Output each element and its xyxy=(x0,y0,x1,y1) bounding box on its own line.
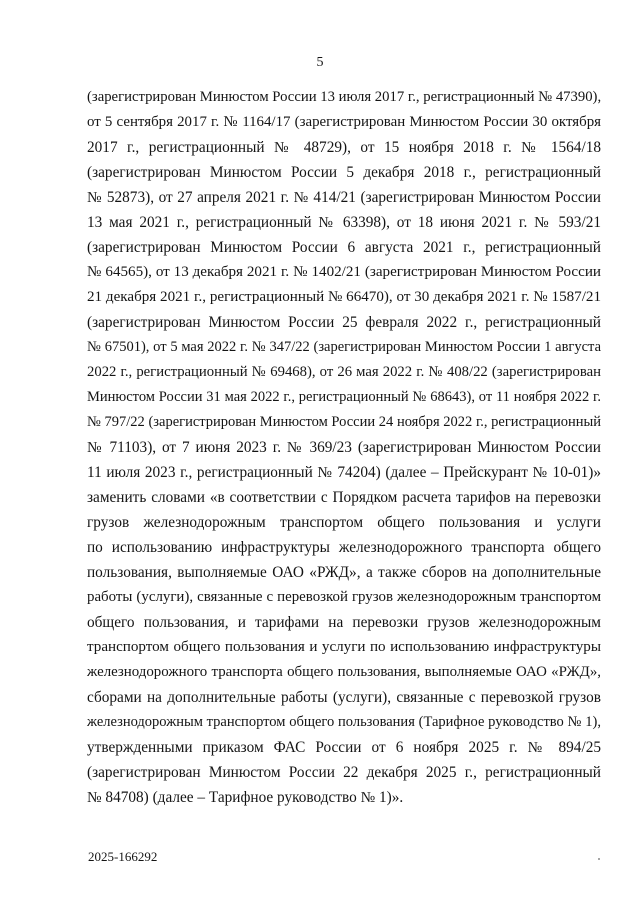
text-line: по использованию инфраструктуры железнодорожного транспорта общего xyxy=(87,539,601,556)
text-line: железнодорожным транспортом общего пользования (Тарифное руководство № 1), xyxy=(87,714,601,730)
text-line: № 67501), от 5 мая 2022 г. № 347/22 (зарегистрирован Минюстом России 1 августа xyxy=(87,339,601,355)
text-line: заменить словами «в соответствии с Порядком расчета тарифов на перевозки xyxy=(87,489,601,506)
text-line: (зарегистрирован Минюстом России 22 декабря 2025 г., регистрационный xyxy=(87,764,601,781)
text-line: транспортом общего пользования и услуги по использованию инфраструктуры xyxy=(87,639,601,655)
text-line: от 5 сентября 2017 г. № 1164/17 (зарегистрирован Минюстом России 30 октября xyxy=(87,114,601,130)
text-line: 13 мая 2021 г., регистрационный № 63398), от 18 июня 2021 г. № 593/21 xyxy=(87,214,601,231)
text-line: Минюстом России 31 мая 2022 г., регистрационный № 68643), от 11 ноября 2022 г. xyxy=(87,389,601,405)
text-line: № 71103), от 7 июня 2023 г. № 369/23 (зарегистрирован Минюстом России xyxy=(87,439,601,456)
text-line: утвержденными приказом ФАС России от 6 ноября 2025 г. № 894/25 xyxy=(87,739,601,756)
text-line-last: № 84708) (далее – Тарифное руководство № 1)». xyxy=(87,789,404,806)
body-text xyxy=(87,85,601,810)
text-line: общего пользования, и тарифами на перевозки грузов железнодорожным xyxy=(87,614,601,631)
text-line: 21 декабря 2021 г., регистрационный № 66470), от 30 декабря 2021 г. № 1587/21 xyxy=(87,289,601,305)
text-line: (зарегистрирован Минюстом России 5 декабря 2018 г., регистрационный xyxy=(87,164,601,181)
page-number: 5 xyxy=(316,55,324,70)
text-line: пользования, выполняемые ОАО «РЖД», а также сборов на дополнительные xyxy=(87,564,601,581)
text-line: (зарегистрирован Минюстом России 13 июля 2017 г., регистрационный № 47390), xyxy=(87,89,602,105)
scan-artifact-dot xyxy=(598,858,600,860)
text-line: (зарегистрирован Минюстом России 6 августа 2021 г., регистрационный xyxy=(87,239,601,256)
text-line: № 64565), от 13 декабря 2021 г. № 1402/21 (зарегистрирован Минюстом России xyxy=(87,264,601,280)
document-id: 2025-166292 xyxy=(88,849,158,864)
text-line: сборами на дополнительные работы (услуги), связанные с перевозкой грузов xyxy=(87,689,601,706)
text-line: 11 июля 2023 г., регистрационный № 74204) (далее – Прейскурант № 10-01)» xyxy=(87,464,601,481)
text-line: работы (услуги), связанные с перевозкой грузов железнодорожным транспортом xyxy=(87,589,601,605)
text-line: (зарегистрирован Минюстом России 25 февраля 2022 г., регистрационный xyxy=(87,314,601,331)
text-line: грузов железнодорожным транспортом общего пользования и услуги xyxy=(87,514,601,531)
text-line: № 797/22 (зарегистрирован Минюстом России 24 ноября 2022 г., регистрационный xyxy=(87,414,601,430)
text-line: железнодорожного транспорта общего пользования, выполняемые ОАО «РЖД», xyxy=(87,664,601,680)
text-line: № 52873), от 27 апреля 2021 г. № 414/21 (зарегистрирован Минюстом России xyxy=(87,189,601,206)
text-line: 2017 г., регистрационный № 48729), от 15 ноября 2018 г. № 1564/18 xyxy=(87,139,601,156)
text-line: 2022 г., регистрационный № 69468), от 26 мая 2022 г. № 408/22 (зарегистрирован xyxy=(87,364,601,380)
